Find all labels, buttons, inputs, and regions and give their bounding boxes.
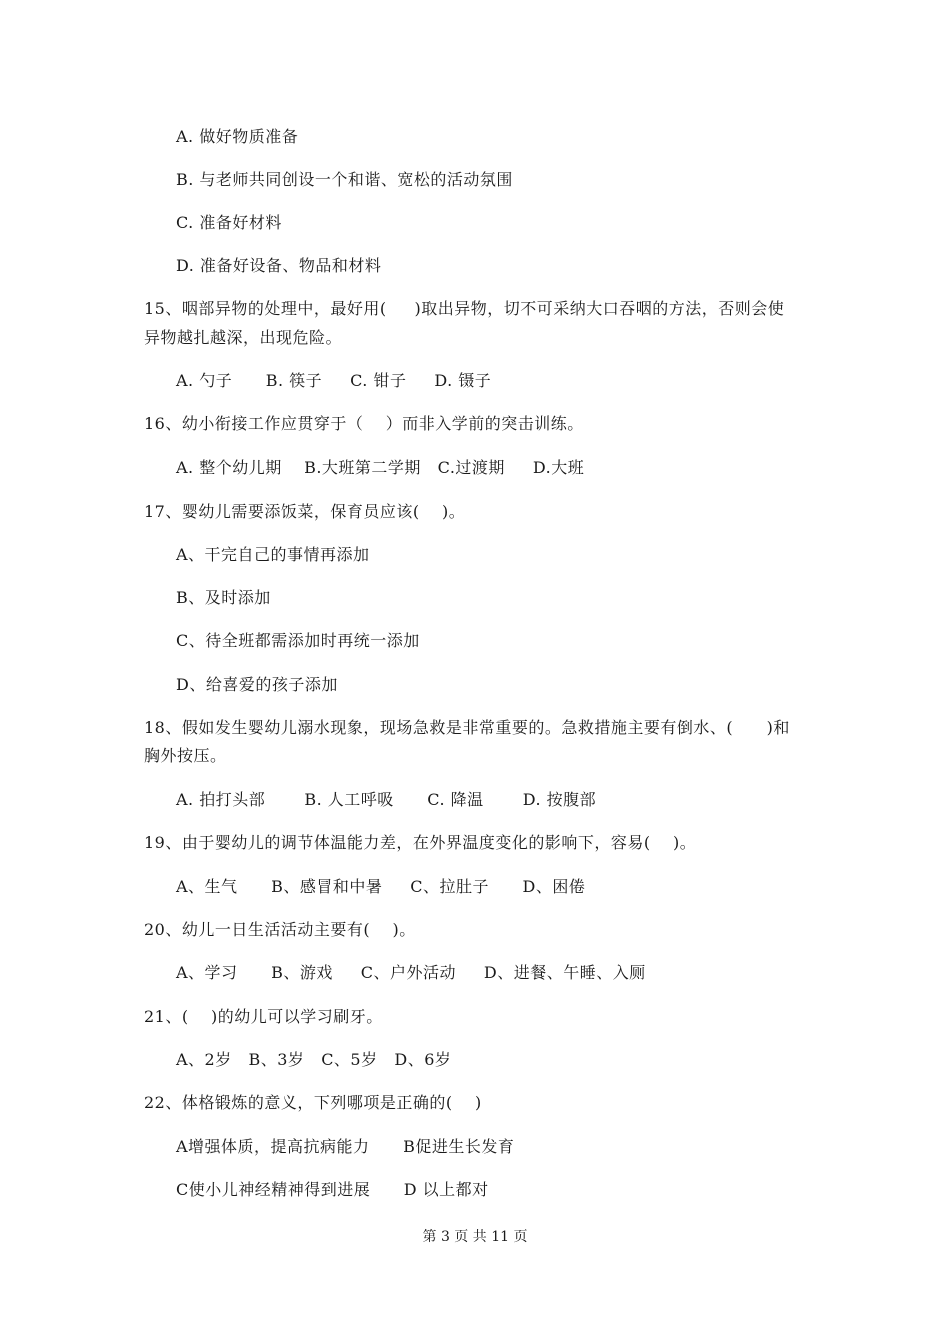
question-20: 20、幼儿一日生活活动主要有( )。: [144, 920, 416, 939]
option-line: C、待全班都需添加时再统一添加: [176, 631, 420, 650]
question-15: 15、咽部异物的处理中，最好用( )取出异物，切不可采纳大口吞咽的方法，否则会使: [144, 299, 785, 318]
page-footer: 第 3 页 共 11 页: [422, 1229, 528, 1245]
options-15: A. 勺子 B. 筷子 C. 钳子 D. 镊子: [176, 371, 492, 390]
question-15-cont: 异物越扎越深，出现危险。: [144, 328, 343, 347]
options-20: A、学习 B、游戏 C、户外活动 D、进餐、午睡、入厕: [176, 963, 646, 982]
option-line: A. 做好物质准备: [176, 127, 299, 146]
options-18: A. 拍打头部 B. 人工呼吸 C. 降温 D. 按腹部: [176, 790, 597, 809]
option-line: B、及时添加: [176, 588, 271, 607]
options-21: A、2岁 B、3岁 C、5岁 D、6岁: [176, 1050, 452, 1069]
options-19: A、生气 B、感冒和中暑 C、拉肚子 D、困倦: [176, 877, 586, 896]
options-16: A. 整个幼儿期 B.大班第二学期 C.过渡期 D.大班: [176, 458, 585, 477]
question-22: 22、体格锻炼的意义，下列哪项是正确的( ): [144, 1093, 482, 1112]
option-line: C. 准备好材料: [176, 213, 282, 232]
question-18: 18、假如发生婴幼儿溺水现象，现场急救是非常重要的。急救措施主要有倒水、( )和: [144, 718, 790, 737]
question-16: 16、幼小衔接工作应贯穿于（ ）而非入学前的突击训练。: [144, 414, 584, 433]
option-line: D、给喜爱的孩子添加: [176, 675, 338, 694]
question-18-cont: 胸外按压。: [144, 746, 227, 765]
options-22a: A增强体质，提高抗病能力 B促进生长发育: [176, 1137, 515, 1156]
question-21: 21、( )的幼儿可以学习刷牙。: [144, 1007, 383, 1026]
option-line: B. 与老师共同创设一个和谐、宽松的活动氛围: [176, 170, 513, 189]
question-19: 19、由于婴幼儿的调节体温能力差，在外界温度变化的影响下，容易( )。: [144, 833, 697, 852]
question-17: 17、婴幼儿需要添饭菜，保育员应该( )。: [144, 502, 466, 521]
options-22b: C使小儿神经精神得到进展 D 以上都对: [176, 1180, 489, 1199]
option-line: D. 准备好设备、物品和材料: [176, 256, 382, 275]
option-line: A、干完自己的事情再添加: [176, 545, 370, 564]
